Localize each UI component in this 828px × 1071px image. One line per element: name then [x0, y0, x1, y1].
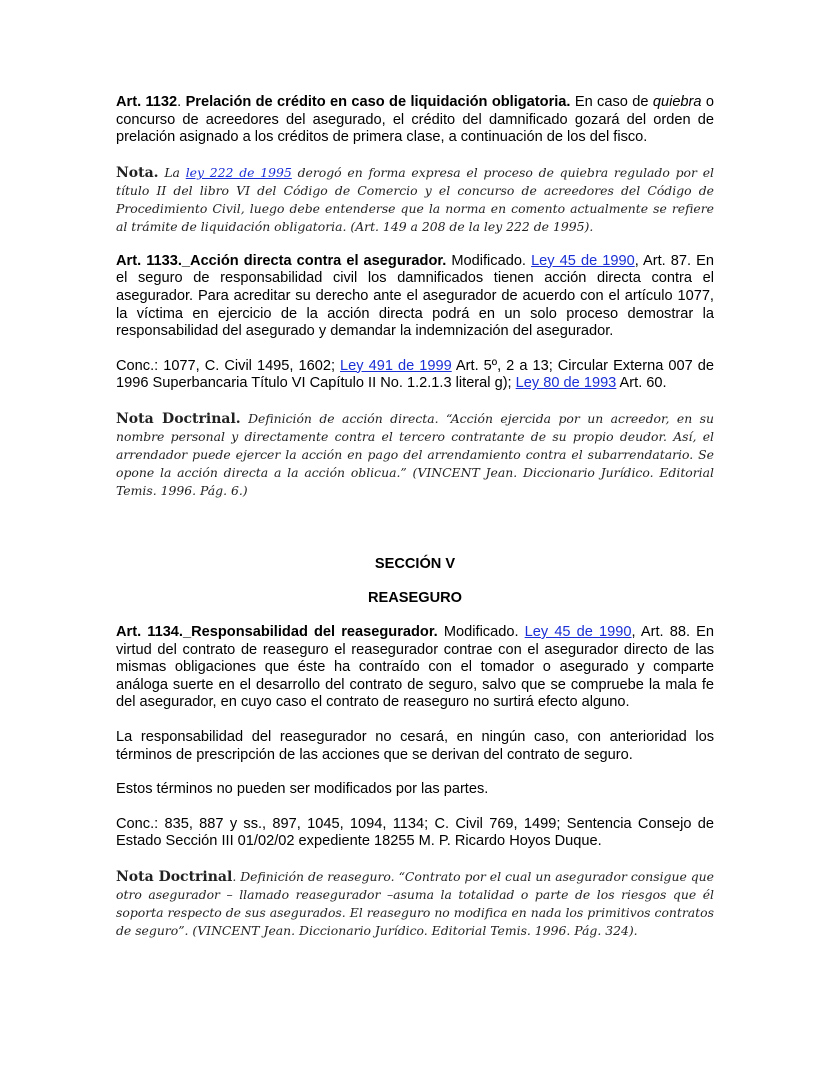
- article-1132: Art. 1132. Prelación de crédito en caso de liquidación obligatoria. En caso de quiebra o concurso de acreedores del asegurado, el crédito del damnificado gozará del orden de prelación asignado a los créditos de primera clase, a continuación de los del fisco.: [116, 94, 715, 146]
- nota-1132: Nota. La ley 222 de 1995 derogó en forma expresa el proceso de quiebra regulado por el título II del libro VI del Código de Comercio y el concurso de acreedores del Código de Procedimiento Civil, luego debe entenderse que la norma en comento actualmente se refiere al trámite de liquidación obligatoria. (Art. 149 a 208 de la ley 222 de 1995).: [116, 164, 714, 234]
- paragraph-responsabilidad: La responsabilidad del reasegurador no cesará, en ningún caso, con anterioridad los términos de prescripción de las acciones que se derivan del contrato de seguro.: [116, 728, 714, 763]
- nota-doctrinal-reaseguro: Nota Doctrinal. Definición de reaseguro. “Contrato por el cual un asegurador consigue que otro asegurador – llamado reasegurador –asuma la totalidad o parte de los riesgos que él soporta respecto de sus asegurados. El reaseguro no modifica en nada los primitivos contratos de seguro”. (VINCENT Jean. Diccionario Jurídico. Editorial Temis. 1996. Pág. 324).: [116, 868, 714, 938]
- concordancias-1134: Conc.: 835, 887 y ss., 897, 1045, 1094, 1134; C. Civil 769, 1499; Sentencia Consejo de Estado Sección III 01/02/02 expediente 18255 M. P. Ricardo Hoyos Duque.: [116, 815, 714, 850]
- link-ley-222-1995[interactable]: ley 222 de 1995: [185, 164, 292, 180]
- article-1133: Art. 1133._Acción directa contra el asegurador. Modificado. Ley 45 de 1990, Art. 87. En el seguro de responsabilidad civil los damnificados tienen acción directa contra el asegurador. Para acreditar su derecho ante el asegurador de acuerdo con el artículo 1077, la víctima en ejercicio de la acción directa podrá en un solo proceso demostrar la responsabilidad del asegurado y demandar la indemnización del asegurador.: [116, 252, 714, 340]
- link-ley-80-1993[interactable]: Ley 80 de 1993: [515, 375, 617, 392]
- article-1132-number: Art. 1132: [116, 94, 178, 110]
- nota-doctrinal-label-2: Nota Doctrinal: [116, 868, 233, 885]
- nota-doctrinal-accion-directa: Nota Doctrinal. Definición de acción directa. “Acción ejercida por un acreedor, en su nombre personal y directamente contra el tercero contratante de su propio deudor. Así, el arrendador puede ejercer la acción en pago del arrendamiento contra el subarrendatario. Se opone la acción directa a la acción oblicua.” (VINCENT Jean. Diccionario Jurídico. Editorial Temis. 1996. Pág. 6.): [116, 410, 714, 498]
- article-1132-title: Prelación de crédito en caso de liquidación obligatoria.: [185, 94, 571, 110]
- section-title: REASEGURO: [367, 589, 463, 606]
- article-1133-title: Art. 1133._Acción directa contra el asegurador.: [116, 252, 447, 269]
- document-page: [116, 94, 714, 940]
- article-1134-title: Art. 1134._Responsabilidad del reasegurador.: [116, 623, 438, 640]
- link-ley-45-1990[interactable]: Ley 45 de 1990: [531, 252, 635, 269]
- article-1134: Art. 1134._Responsabilidad del reasegurador. Modificado. Ley 45 de 1990, Art. 88. En virtud del contrato de reaseguro el reasegurador contrae con el asegurador directo de las mismas obligaciones que éste ha contraído con el tomador o asegurado y comparte análoga suerte en el desarrollo del contrato de seguro, salvo que se compruebe la mala fe del asegurador, en cuyo caso el contrato de reaseguro no surtirá efecto alguno.: [116, 623, 714, 711]
- nota-label: Nota.: [116, 164, 159, 181]
- section-label: SECCIÓN V: [374, 555, 456, 572]
- concordancias-1133: Conc.: 1077, C. Civil 1495, 1602; Ley 491 de 1999 Art. 5º, 2 a 13; Circular Externa 007 de 1996 Superbancaria Título VI Capítulo II No. 1.2.1.3 literal g); Ley 80 de 1993 Art. 60.: [116, 357, 714, 392]
- link-ley-45-1990-art88[interactable]: Ley 45 de 1990: [524, 623, 632, 640]
- paragraph-terminos: Estos términos no pueden ser modificados por las partes.: [116, 781, 489, 798]
- link-ley-491-1999[interactable]: Ley 491 de 1999: [340, 357, 452, 374]
- nota-doctrinal-label: Nota Doctrinal.: [116, 410, 241, 427]
